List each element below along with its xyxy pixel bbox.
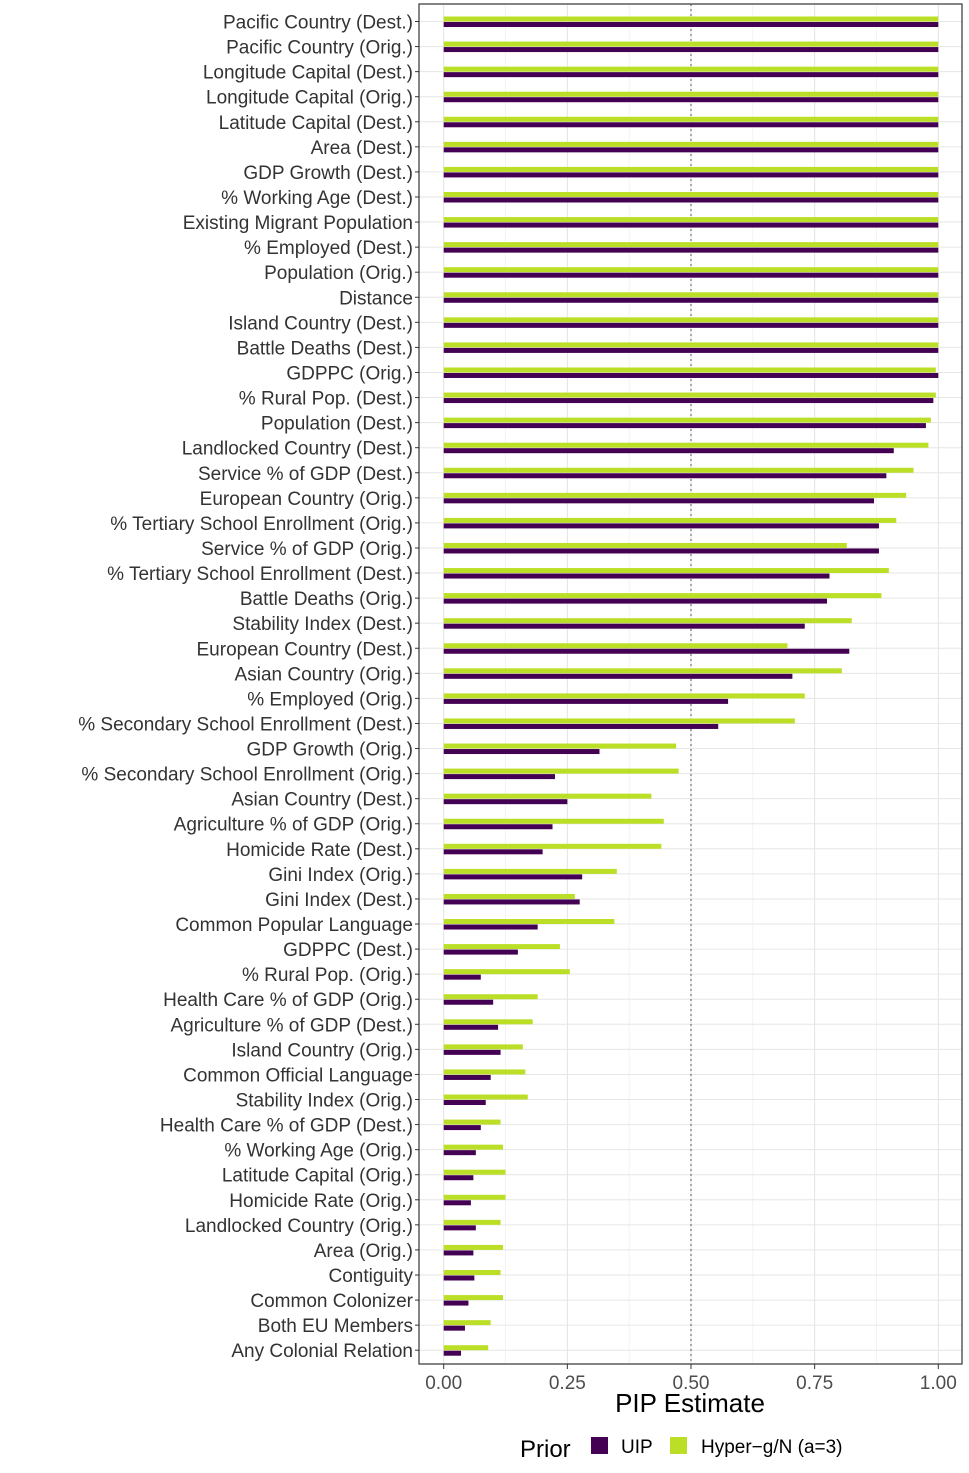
bar-uip (444, 323, 939, 328)
legend-swatch-hyper-g (670, 1437, 687, 1454)
bar-hyper-g (444, 919, 615, 924)
y-tick-label: Homicide Rate (Dest.) (226, 839, 413, 861)
bar-uip (444, 1025, 498, 1030)
bar-hyper-g (444, 618, 852, 623)
bar-uip (444, 248, 939, 253)
y-tick-label: GDP Growth (Orig.) (246, 739, 413, 761)
bar-hyper-g (444, 242, 939, 247)
x-tick-label: 0.25 (548, 1373, 586, 1394)
bar-hyper-g (444, 393, 936, 398)
bar-hyper-g (444, 944, 560, 949)
y-tick-label: Common Colonizer (250, 1291, 413, 1313)
bar-uip (444, 97, 939, 102)
y-tick-label: Distance (339, 288, 413, 310)
bar-hyper-g (444, 192, 939, 197)
bar-hyper-g (444, 117, 939, 122)
y-tick-label: Landlocked Country (Dest.) (181, 438, 413, 460)
y-tick-label: Island Country (Orig.) (231, 1040, 413, 1062)
bar-uip (444, 1100, 486, 1105)
y-tick-label: Pacific Country (Dest.) (222, 12, 413, 34)
bar-uip (444, 599, 827, 604)
bar-hyper-g (444, 1295, 503, 1300)
bar-hyper-g (444, 643, 788, 648)
bar-hyper-g (444, 217, 939, 222)
bar-uip (444, 1075, 491, 1080)
y-tick-label: Agriculture % of GDP (Orig.) (173, 814, 413, 836)
bar-hyper-g (444, 443, 929, 448)
y-tick-label: Gini Index (Orig.) (268, 864, 413, 886)
bar-uip (444, 1276, 475, 1281)
y-tick-label: Island Country (Dest.) (228, 313, 413, 335)
bar-hyper-g (444, 493, 906, 498)
y-tick-label: % Tertiary School Enrollment (Dest.) (107, 564, 413, 586)
bar-uip (444, 849, 543, 854)
y-tick-label: Any Colonial Relation (231, 1341, 413, 1363)
x-tick-label: 1.00 (919, 1373, 957, 1394)
y-tick-label: % Rural Pop. (Dest.) (238, 388, 413, 410)
y-tick-label: Health Care % of GDP (Orig.) (163, 990, 413, 1012)
y-tick-label: Common Official Language (183, 1065, 413, 1087)
bar-uip (444, 473, 887, 478)
bar-uip (444, 724, 719, 729)
bar-uip (444, 147, 939, 152)
bar-uip (444, 1050, 501, 1055)
bar-hyper-g (444, 292, 939, 297)
bar-uip (444, 975, 481, 980)
bar-uip (444, 899, 580, 904)
bar-hyper-g (444, 718, 795, 723)
bar-uip (444, 448, 894, 453)
bar-uip (444, 197, 939, 202)
y-tick-label: % Secondary School Enrollment (Orig.) (81, 764, 413, 786)
bar-uip (444, 548, 879, 553)
bar-hyper-g (444, 769, 679, 774)
bar-hyper-g (444, 418, 931, 423)
bar-uip (444, 1351, 461, 1356)
bar-uip (444, 1225, 476, 1230)
y-tick-label: Landlocked Country (Orig.) (184, 1215, 413, 1237)
bar-uip (444, 649, 850, 654)
y-tick-label: Service % of GDP (Orig.) (201, 538, 413, 560)
y-tick-label: Asian Country (Dest.) (231, 789, 413, 811)
legend-title: Prior (520, 1436, 571, 1463)
bar-uip (444, 624, 805, 629)
bar-uip (444, 1200, 471, 1205)
bar-uip (444, 1250, 474, 1255)
y-tick-label: GDPPC (Orig.) (286, 363, 413, 385)
bar-uip (444, 273, 939, 278)
y-tick-label: % Rural Pop. (Orig.) (241, 965, 413, 987)
x-tick-label: 0.75 (796, 1373, 834, 1394)
bar-uip (444, 423, 926, 428)
bar-hyper-g (444, 267, 939, 272)
bar-hyper-g (444, 894, 575, 899)
bar-hyper-g (444, 1095, 528, 1100)
bar-uip (444, 674, 793, 679)
y-tick-label: European Country (Orig.) (199, 488, 413, 510)
bar-uip (444, 925, 538, 930)
y-tick-label: Existing Migrant Population (182, 213, 413, 235)
bar-uip (444, 348, 939, 353)
bar-uip (444, 749, 600, 754)
bar-hyper-g (444, 1170, 506, 1175)
y-tick-label: Population (Orig.) (264, 263, 413, 285)
bar-uip (444, 72, 939, 77)
y-tick-label: Contiguity (328, 1266, 413, 1287)
bar-hyper-g (444, 317, 939, 322)
bar-hyper-g (444, 1245, 503, 1250)
bar-hyper-g (444, 568, 889, 573)
legend-label-uip: UIP (621, 1437, 653, 1458)
bar-hyper-g (444, 1044, 523, 1049)
y-tick-label: % Working Age (Dest.) (221, 187, 413, 209)
y-tick-label: Service % of GDP (Dest.) (197, 463, 413, 485)
y-tick-label: % Employed (Dest.) (244, 238, 413, 260)
bar-hyper-g (444, 1145, 503, 1150)
y-tick-label: Stability Index (Orig.) (235, 1090, 413, 1112)
y-tick-label: Latitude Capital (Orig.) (221, 1165, 413, 1187)
y-tick-label: GDP Growth (Dest.) (243, 162, 413, 184)
bar-hyper-g (444, 468, 914, 473)
y-tick-label: % Secondary School Enrollment (Dest.) (78, 714, 413, 736)
bar-uip (444, 498, 874, 503)
bar-hyper-g (444, 367, 936, 372)
y-tick-label: Latitude Capital (Dest.) (218, 112, 413, 134)
bar-uip (444, 874, 582, 879)
bar-hyper-g (444, 92, 939, 97)
bar-hyper-g (444, 744, 676, 749)
bar-hyper-g (444, 342, 939, 347)
bar-hyper-g (444, 1019, 533, 1024)
bar-hyper-g (444, 42, 939, 47)
y-tick-label: Battle Deaths (Orig.) (239, 589, 413, 611)
x-tick-label: 0.00 (425, 1373, 463, 1394)
bar-hyper-g (444, 693, 805, 698)
bar-hyper-g (444, 869, 617, 874)
y-tick-label: Longitude Capital (Dest.) (202, 62, 413, 84)
bar-hyper-g (444, 1220, 501, 1225)
bar-uip (444, 950, 518, 955)
y-tick-label: % Employed (Orig.) (247, 689, 413, 711)
bar-hyper-g (444, 1069, 526, 1074)
y-tick-label: Both EU Members (257, 1316, 413, 1338)
bar-uip (444, 1125, 481, 1130)
y-tick-label: Area (Orig.) (313, 1240, 413, 1262)
bar-uip (444, 373, 939, 378)
y-tick-label: Pacific Country (Orig.) (226, 37, 413, 59)
bar-hyper-g (444, 1320, 491, 1325)
y-tick-label: Population (Dest.) (260, 413, 413, 435)
bar-uip (444, 523, 879, 528)
y-tick-label: Health Care % of GDP (Dest.) (159, 1115, 413, 1137)
y-tick-label: % Working Age (Orig.) (224, 1140, 413, 1162)
y-tick-label: Homicide Rate (Orig.) (229, 1190, 413, 1212)
bar-uip (444, 574, 830, 579)
bar-uip (444, 799, 568, 804)
y-tick-label: % Tertiary School Enrollment (Orig.) (110, 513, 413, 535)
bar-uip (444, 1000, 493, 1005)
bar-hyper-g (444, 543, 847, 548)
y-tick-label: Asian Country (Orig.) (234, 664, 413, 686)
bar-hyper-g (444, 1195, 506, 1200)
bar-hyper-g (444, 593, 882, 598)
y-tick-label: Gini Index (Dest.) (265, 889, 413, 911)
bar-uip (444, 824, 553, 829)
bar-hyper-g (444, 668, 842, 673)
bar-uip (444, 1150, 476, 1155)
bar-hyper-g (444, 994, 538, 999)
x-tick-label: 0.50 (672, 1373, 710, 1394)
bar-uip (444, 699, 728, 704)
bar-uip (444, 47, 939, 52)
bar-hyper-g (444, 17, 939, 22)
bar-hyper-g (444, 518, 897, 523)
legend-swatch-uip (591, 1437, 608, 1454)
bar-hyper-g (444, 969, 570, 974)
bar-hyper-g (444, 844, 662, 849)
bar-uip (444, 298, 939, 303)
bar-uip (444, 398, 934, 403)
x-axis-title: PIP Estimate (615, 1388, 765, 1418)
y-tick-label: Area (Dest.) (310, 137, 413, 159)
bar-uip (444, 223, 939, 228)
y-tick-label: European Country (Dest.) (196, 639, 413, 661)
bar-uip (444, 122, 939, 127)
bar-hyper-g (444, 167, 939, 172)
y-tick-label: GDPPC (Dest.) (283, 940, 413, 962)
y-tick-label: Common Popular Language (175, 915, 413, 937)
y-tick-label: Stability Index (Dest.) (232, 614, 413, 636)
bar-uip (444, 1301, 469, 1306)
bar-uip (444, 774, 555, 779)
bar-hyper-g (444, 794, 652, 799)
bar-uip (444, 1175, 474, 1180)
bar-hyper-g (444, 142, 939, 147)
y-tick-label: Agriculture % of GDP (Dest.) (170, 1015, 413, 1037)
bar-hyper-g (444, 819, 664, 824)
bar-uip (444, 172, 939, 177)
legend-label-hyper-g: Hyper−g/N (a=3) (701, 1437, 843, 1458)
bar-hyper-g (444, 1270, 501, 1275)
bar-uip (444, 1326, 465, 1331)
y-tick-label: Battle Deaths (Dest.) (236, 338, 413, 360)
bar-hyper-g (444, 67, 939, 72)
bar-hyper-g (444, 1345, 489, 1350)
bar-uip (444, 22, 939, 27)
y-tick-label: Longitude Capital (Orig.) (206, 87, 413, 109)
bar-hyper-g (444, 1120, 501, 1125)
